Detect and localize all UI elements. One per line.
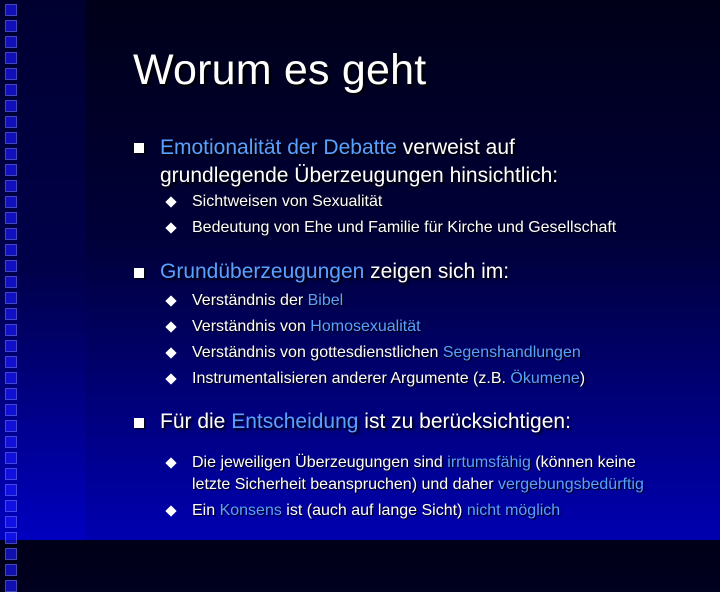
heading-run: Grundüberzeugungen	[160, 260, 365, 283]
heading-run: Emotionalität der Debatte	[160, 136, 397, 159]
heading-run: ist zu berücksichtigen:	[358, 410, 571, 433]
decorative-square	[5, 564, 17, 576]
heading-run: zeigen sich im:	[364, 260, 510, 283]
list-item	[192, 342, 712, 364]
item-run: Bedeutung von Ehe und Familie für Kirche und Gesellschaft	[192, 219, 617, 236]
item-bullet-icon	[165, 505, 176, 516]
item-run: Homosexualität	[310, 318, 421, 335]
list-item	[192, 290, 712, 312]
section-heading-3	[160, 408, 700, 436]
item-run: Segenshandlungen	[442, 344, 581, 361]
item-run: Die jeweiligen Überzeugungen sind	[192, 454, 448, 471]
item-run: (können keine	[530, 454, 636, 471]
item-bullet-icon	[165, 373, 176, 384]
section-bullet-icon	[134, 143, 144, 153]
item-run: letzte Sicherheit beanspruchen) und daher	[192, 476, 498, 493]
item-run: ist (auch auf lange Sicht)	[281, 502, 467, 519]
item-run: irrtumsfähig	[447, 454, 531, 471]
item-run: Konsens	[219, 502, 282, 519]
item-run: Sichtweisen von Sexualität	[192, 193, 383, 210]
item-bullet-icon	[165, 457, 176, 468]
item-run: vergebungsbedürftig	[497, 476, 644, 493]
item-run: Bibel	[307, 292, 344, 309]
list-item	[192, 368, 712, 390]
slide-title: Worum es geht	[133, 46, 427, 94]
heading-run: Entscheidung	[231, 410, 359, 433]
heading-run: verweist auf	[396, 136, 515, 159]
decorative-square	[5, 580, 17, 592]
item-run: Verständnis von	[192, 318, 311, 335]
item-run: nicht möglich	[466, 502, 561, 519]
item-run: Verständnis von gottesdienstlichen	[192, 344, 443, 361]
section-bullet-icon	[134, 418, 144, 428]
item-bullet-icon	[165, 347, 176, 358]
item-run: Ein	[192, 502, 220, 519]
item-run: )	[579, 370, 586, 387]
list-item	[192, 500, 712, 522]
heading-run: grundlegende Überzeugungen hinsichtlich:	[160, 164, 559, 187]
list-item	[192, 191, 712, 213]
item-run: Instrumentalisieren anderer Argumente (z.B.	[192, 370, 511, 387]
item-bullet-icon	[165, 321, 176, 332]
section-bullet-icon	[134, 268, 144, 278]
list-item	[192, 316, 712, 338]
section-heading-1	[160, 134, 700, 190]
item-bullet-icon	[165, 295, 176, 306]
item-run: Verständnis der	[192, 292, 308, 309]
item-bullet-icon	[165, 196, 176, 207]
item-run: Ökumene	[510, 370, 580, 387]
heading-run: Für die	[160, 410, 232, 433]
list-item	[192, 217, 712, 239]
decorative-square	[5, 548, 17, 560]
list-item	[192, 452, 712, 496]
section-heading-2	[160, 258, 700, 286]
item-bullet-icon	[165, 222, 176, 233]
